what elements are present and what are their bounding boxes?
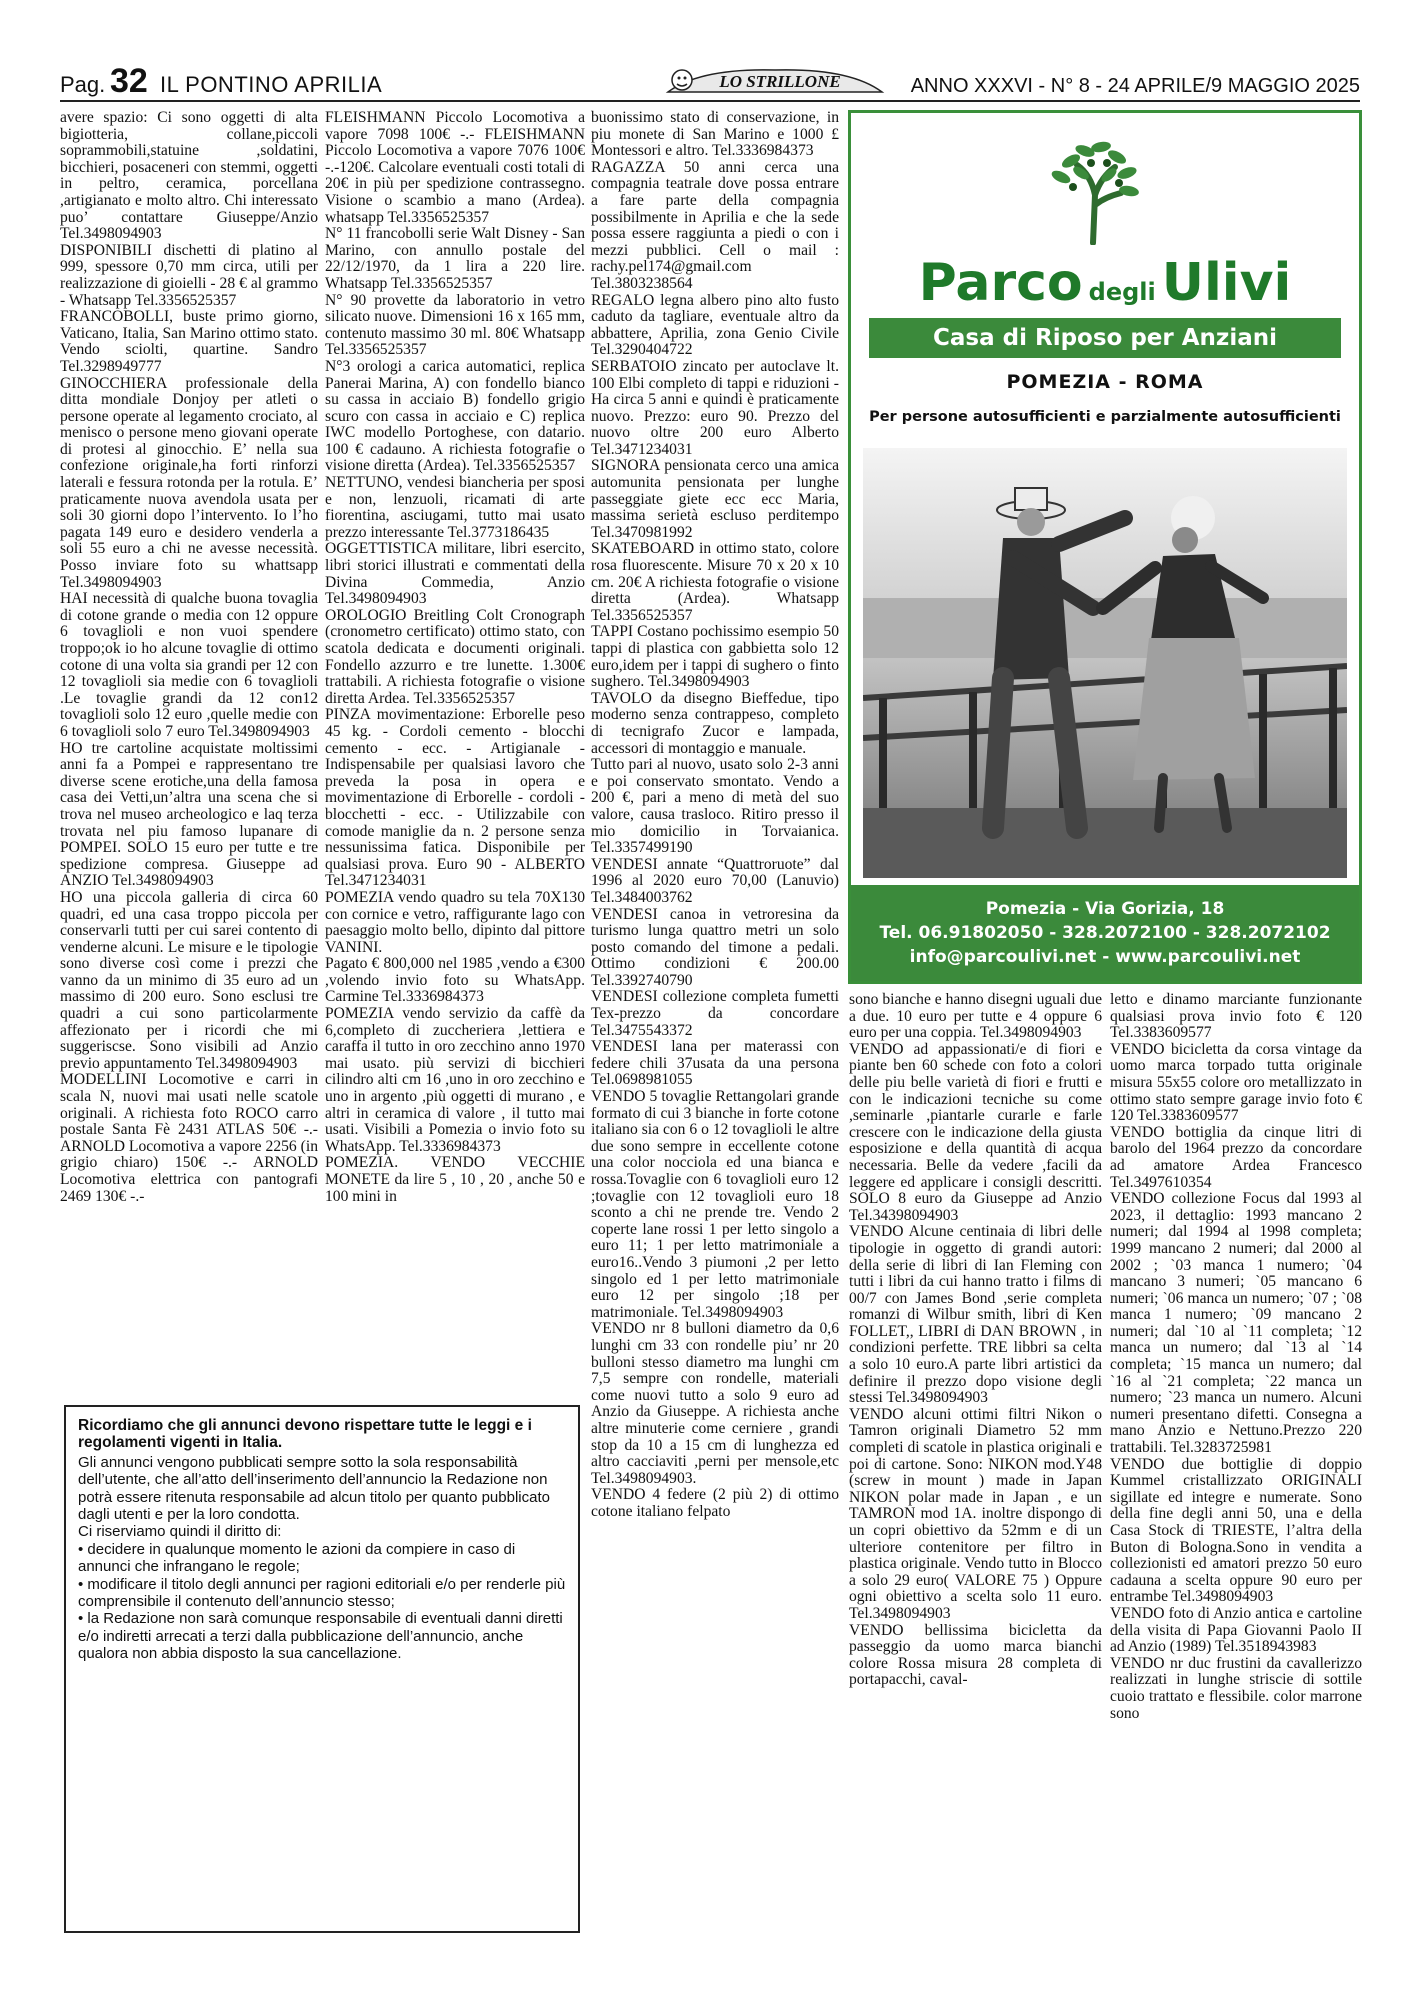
classified-ad: VENDO nr duc frustini da cavallerizzo realizzati in lunghe striscie di sottile cuoio trattato e flessibile. color marrone sono: [1110, 1654, 1362, 1722]
classified-ad: N° 11 francobolli serie Walt Disney - San Marino, con annullo postale del 22/12/1970, da 1 lira a 220 lire. Whatsapp Tel.3356525357: [325, 225, 585, 292]
classified-column-4: [849, 992, 1102, 1950]
notice-paragraph: Ci riserviamo quindi il diritto di:: [78, 1523, 282, 1541]
classified-ad: PINZA movimentazione: Erborelle peso 45 kg. - Cordoli cemento - blocchi cemento - ecc. - Artigianale - Indispensabile per qualsiasi lavoro che preveda la posa in opera e movimentazione di Erborelle - cordoli -blocchetti - ecc. - Utilizzabile con comode maniglie da n. 2 persone senza nessunissima fatica. Disponibile per qualsiasi prova. Euro 90 - ALBERTO Tel.3471234031: [325, 706, 585, 890]
classified-ad: TAPPI Costano pochissimo esempio 50 tappi di plastica con gabbietta solo 12 euro,idem per i tappi di sughero o finto sughero. Tel.3498094903: [591, 623, 839, 691]
classified-ad: Tutto pari al nuovo, usato solo 2-3 anni e poi conservato smontato. Vendo a 200 €, pari a meno di metà del suo valore, causa trasloco. Ritiro presso il mio domicilio in Torvaianica. Tel.3357499190: [591, 756, 839, 857]
ad-address: Pomezia - Via Gorizia, 18: [985, 899, 1225, 919]
classified-ad: HO tre cartoline acquistate moltissimi anni fa a Pompei e rappresentano tre diverse scene erotiche,una della famosa casa dei Vetti,un’altra una scena che si trova nel museo archeologico e laq terza trovata nel piu famoso lupanare di POMPEI. SOLO 15 euro per tutte e tre spedizione compresa. Giuseppe ad ANZIO Tel.3498094903: [60, 739, 318, 890]
classified-ad: VENDESI collezione completa fumetti Tex-prezzo da concordare Tel.3475543372: [591, 988, 839, 1039]
notice-bullet: • modificare il titolo degli annunci per ragioni editoriali e/o per renderle più comprensibile il contenuto dell’annuncio stesso;: [78, 1575, 566, 1611]
notice-bullet: • la Redazione non sarà comunque responsabile di eventuali danni diretti e/o indiretti arrecati a terzi dalla pubblicazione dell’annuncio, anche qualora non abbia disposto la sua cancellazione.: [78, 1610, 563, 1663]
parco-ulivi-advertisement: [848, 110, 1362, 984]
classified-column-1: [60, 110, 318, 1400]
brand-parco: Parco: [918, 253, 1083, 313]
classified-column-3: [591, 110, 839, 1950]
classified-ad: HAI necessità di qualche buona tovaglia di cotone grande o media con 12 oppure 6 tovaglioli e non vuoi spendere troppo;ok io ho alcune tovaglie di ottimo cotone di una volta sia grandi per 12 con 12 tovaglioli sia medie con 6 tovaglioli .Le tovaglie grandi da 12 con12 tovaglioli solo 12 euro ,quelle medie con 6 tovaglioli solo 7 euro Tel.3498094903: [60, 590, 318, 740]
classified-ad: OROLOGIO Breitling Colt Cronograph (cronometro certificato) ottimo stato, con scatola dedicata e documenti originali. Fondello azzurro e tre lunette. 1.300€ trattabili. A richiesta fotografie o visione diretta Ardea. Tel.3356525357: [325, 606, 585, 707]
classified-ad: TAVOLO da disegno Bieffedue, tipo moderno senza contrappeso, completo di tecnigrafo Zucor e lampada, accessori di montaggio e manuale.: [591, 689, 839, 757]
brand-degli: degli: [1088, 278, 1156, 306]
classified-ad: REGALO legna albero pino alto fusto caduto da tagliare, eventuale altro da abbattere, Aprilia, zona Genio Civile Tel.3290404722: [591, 291, 839, 359]
classified-ad: VENDO ad appassionati/e di fiori e piante ben 60 schede con foto a colori delle piu belle varietà di fiori e frutti e con le indicazioni tecniche su come ,seminarle ,piantarle curarle e farle crescere con le indicazione della giusta esposizione e della quantità di acqua necessaria. Belle da vedere ,facili da leggere ed applicare i consigli descritti. SOLO 8 euro da Giuseppe ad Anzio Tel.34398094903: [849, 1040, 1102, 1224]
classified-ad: VENDO alcuni ottimi filtri Nikon o Tamron originali Diametro 52 mm completi di scatole in plastica originali e poi di cartone. Sono: NIKON mod.Y48 (screw in mount ) made in Japan NIKON polar made in Japan , e un TAMRON mod 1A. inoltre dispongo di un copri obiettivo da 52mm e di un ulteriore contenitore per filtro in plastica originale. Vendo tutto in Blocco a solo 29 euro( VALORE 75 ) Oppure ogni obiettivo a scelta solo 11 euro. Tel.3498094903: [849, 1405, 1102, 1622]
strillone-logo: [660, 62, 890, 98]
notice-bullet: • decidere in qualunque momento le azioni da compiere in caso di annunci che infrangano le regole;: [78, 1540, 516, 1576]
classified-ad: VENDO 4 federe (2 più 2) di ottimo cotone italiano felpato: [591, 1486, 839, 1520]
classified-ad: POMEZIA vendo servizio da caffè da 6,completo di zuccheriera ,lettiera e caraffa il tutto in oro zecchino anno 1970 mai usato. più servizi di bicchieri cilindro alti cm 16 ,uno in oro zecchino e uno in argento ,più oggetti di murano , e altri in ceramica di valore , il tutto mai usati. Visibili a Pomezia o invio foto su WhatsApp. Tel.3336984373: [325, 1005, 585, 1155]
notice-title: Ricordiamo che gli annunci devono rispettare tutte le leggi e i regolamenti vigenti in Italia.: [78, 1417, 532, 1452]
classified-ad: VENDESI lana per materassi con federe chili 37usata da una persona Tel.0698981055: [591, 1038, 839, 1089]
page-label: Pag.: [60, 72, 106, 97]
classified-ad: GINOCCHIERA professionale della ditta mondiale Donjoy per atleti o persone operate al legamento crociato, al menisco o persone meno giovani operate di protesi al ginocchio. E’ nella sua confezione originale,ha forti rinforzi laterali e fessura rotonda per la rotula. E’ praticamente nuova avendola usata per soli 30 giorni dopo l’intervento. Io l’ho pagata 149 euro e desidero venderla a soli 55 euro a chi ne avesse necessità. Posso inviare foto su whattsapp Tel.3498094903: [60, 374, 318, 591]
classified-ad: VENDO bicicletta da corsa vintage da uomo marca torpado tutta originale misura 55x55 colore oro metallizzato in ottimo stato sempre garage invio foto € 120 Tel.3383609577: [1110, 1040, 1362, 1125]
classified-ad: FRANCOBOLLI, buste primo giorno, Vaticano, Italia, San Marino ottimo stato. Vendo sciolti, quartine. Sandro Tel.3298949777: [60, 308, 318, 375]
classified-ad: VENDO Alcune centinaia di libri delle tipologie in oggetto di grandi autori: della serie di libri di Ian Fleming con tutti i libri da cui hanno tratto i films di 00/7 con James Bond ,serie completa romanzi di Wilbur smith, libri di Ken FOLLET,, LIBRI di DAN BROWN , in condizioni perfette. TRE libbri sa celta a solo 10 euro.A parte libri artistici da definire il prezzo dopo visione degli stessi Tel.3498094903: [849, 1223, 1102, 1407]
classified-ad: SIGNORA pensionata cerco una amica automunita pensionata per lunghe passeggiate giete ecc ecc Maria, massima serietà escluso perditempo Tel.3470981992: [591, 457, 839, 541]
classified-ad: OGGETTISTICA militare, libri esercito, libri storici illustrati e commentati della Divina Commedia, Anzio Tel.3498094903: [325, 540, 585, 608]
classified-ad: VENDO nr 8 bulloni diametro da 0,6 lunghi cm 33 con rondelle piu’ nr 20 bulloni stesso diametro ma lunghi cm 7,5 sempre con rondelle, materiali come nuovi tutto a solo 9 euro ad Anzio da Giuseppe. A richiesta anche altre minuterie come cerniere , grandi stop da 10 a 15 cm di lunghezza ed altro cacciaviti ,perni per mensole,etc Tel.3498094903.: [591, 1320, 839, 1487]
classified-ad: sono bianche e hanno disegni uguali due a due. 10 euro per tutte e 4 oppure 6 euro per una coppia. Tel.3498094903: [849, 992, 1102, 1042]
rules-notice-box: [64, 1405, 580, 1933]
classified-ad: VENDO bottiglia da cinque litri di barolo del 1964 prezzo da concordare ad amatore Ardea Francesco Tel.3497610354: [1110, 1123, 1362, 1191]
classified-ad: VENDO foto di Anzio antica e cartoline della visita di Papa Giovanni Paolo II ad Anzio (1989) Tel.3518943983: [1110, 1604, 1362, 1656]
classified-ad: FLEISHMANN Piccolo Locomotiva a vapore 7098 100€ -.- FLEISHMANN Piccolo Locomotiva a vapore 7076 100€ -.-120€. Calcolare eventuali costi totali di 20€ in più per spedizione contrassegno. Visione o scambio a mano (Ardea). whatsapp Tel.3356525357: [325, 110, 585, 226]
classified-ad: VENDESI canoa in vetroresina da turismo lunga quattro metri un solo posto comando del timone a pedali. Ottimo condizioni € 200.00 Tel.3392740790: [591, 905, 839, 989]
classified-ad: VENDESI annate “Quattroruote” dal 1996 al 2020 euro 70,00 (Lanuvio) Tel.3484003762: [591, 855, 839, 906]
ad-contact-band: [851, 885, 1359, 981]
classified-ad: NETTUNO, vendesi biancheria per sposi e non, lenzuoli, ricamati di arte fiorentina, asciugami, tutto mai usato prezzo interessante Tel.3773186435: [325, 474, 585, 541]
ad-web: info@parcoulivi.net - www.parcoulivi.net: [909, 947, 1301, 967]
dancing-elderly-couple-photo: [863, 448, 1347, 878]
classified-ad: N°3 orologi a carica automatici, replica Panerai Marina, A) con fondello bianco su cassa in acciaio B) fondello grigio scuro con cassa in acciaio e C) replica IWC modello Portoghese, con datario. 100 € cadauno. A richiesta fotografie o visione diretta (Ardea). Tel.3356525357: [325, 357, 585, 475]
ad-location: POMEZIA - ROMA: [1006, 371, 1204, 393]
classified-ad: Pagato € 800,000 nel 1985 ,vendo a €300 ,volendo invio foto su WhatsApp. Carmine Tel.3336984373: [325, 955, 585, 1006]
classified-ad: VENDO bellissima bicicletta da passeggio da uomo marca bianchi colore Rossa misura 28 completa di portapacchi, caval-: [849, 1621, 1102, 1689]
classified-ad: VENDO 5 tovaglie Rettangolari grande formato di cui 3 bianche in forte cotone italiano sia con 6 o 12 tovaglioli le altre due sono sempre in eccellente cotone una color nocciola ed una bianca e rossa.Tovaglie con 6 tovaglioli euro 12 ;tovaglie con 12 tovaglioli euro 18 sconto a chi ne prende tre. Vendo 2 coperte lane rossi 1 per letto singolo a euro 11; 1 per letto matrimoniale a euro16..Vendo 3 piumoni ,2 per letto singolo ed 1 per letto matrimoniale euro 12 per singolo ;18 per matrimoniale. Tel.3498094903: [591, 1088, 839, 1321]
classified-ad: VENDO due bottiglie di doppio Kummel cristallizzato ORIGINALI sigillate ed integre e numerate. Sono della fine degli anni 50, una e della Casa Stock di TRIESTE, l’altra della Buton di Bologna.Sono in vendita a collezionisti ed amatori prezzo 50 euro cadauna a scelta oppure 90 euro per entrambe Tel.3498094903: [1110, 1455, 1362, 1606]
classified-column-5: [1110, 992, 1362, 1950]
classified-ad: avere spazio: Ci sono oggetti di alta bigiotteria, collane,piccoli soprammobili,statuine ,soldatini, bicchieri, posaceneri con stemmi, oggetti in peltro, ceramica, porcellana ,artigianato e molto altro. Chi interessato puo’ contattare Giuseppe/Anzio Tel.3498094903: [60, 110, 318, 243]
classified-ad: MODELLINI Locomotive e carri in scala N, nuovi mai usati nelle scatole originali. A richiesta foto ROCO carro postale Santa Fè 2431 ATLAS 50€ -.- ARNOLD Locomotiva a vapore 2256 (in grigio chiaro) 150€ -.- ARNOLD Locomotiva elettrica con pantografi 2469 130€ -.-: [60, 1071, 318, 1205]
classified-ad: POMEZIA vendo quadro su tela 70X130 con cornice e vetro, raffigurante lago con paesaggio molto bello, dipinto dal pittore VANINI.: [325, 888, 585, 956]
classified-ad: VENDO collezione Focus dal 1993 al 2023, il dettaglio: 1993 mancano 2 numeri; dal 1994 al 1998 completa; 1999 mancano 2 numeri; dal 2000 al 2002 ; `03 manca 1 numero; `04 mancano 3 numeri; `05 mancano 6 numeri; `06 manca un numero; `07 ; `08 manca 1 numero; `09 mancano 2 numeri; dal `10 al `11 completa; `12 manca un numero; dal `13 al `14 completa; `15 manca un numero; dal `16 al `21 completa; `22 manca un numero; `23 manca un numero. Alcuni numeri presentano difetti. Consegna a mano Anzio e Nettuno.Prezzo 220 trattabili. Tel.3283725981: [1110, 1190, 1362, 1457]
classified-ad: SERBATOIO zincato per autoclave lt. 100 Elbi completo di tappi e riduzioni - Ha circa 5 anni e quindi è praticamente nuovo. Prezzo: euro 90. Prezzo del nuovo oltre 200 euro Alberto Tel.3471234031: [591, 357, 839, 458]
ad-tagline: Per persone autosufficienti e parzialmente autosufficienti: [869, 409, 1341, 425]
logo-text: LO STRILLONE: [719, 72, 841, 91]
page-header: [60, 62, 1360, 102]
olive-tree-icon: [1041, 135, 1151, 245]
classified-ad: buonissimo stato di conservazione, in piu monete di San Marino e 1000 £ Montessori e altro. Tel.3336984373: [591, 110, 839, 160]
notice-paragraph: Gli annunci vengono pubblicati sempre sotto la sola responsabilità dell’utente, che all’atto dell’inserimento dell’annuncio la Redazione non potrà essere ritenuta responsabile ad alcun titolo per quanto pubblicato dagli utenti e per la loro condotta.: [78, 1453, 550, 1524]
ad-subtitle: Casa di Riposo per Anziani: [869, 318, 1341, 358]
classified-ad: SKATEBOARD in ottimo stato, colore rosa fluorescente. Misure 70 x 20 x 10 cm. 20€ A richiesta fotografie o visione diretta (Ardea). Whatsapp Tel.3356525357: [591, 540, 839, 624]
classified-column-2: [325, 110, 585, 1400]
brand-ulivi: Ulivi: [1161, 253, 1292, 313]
ad-phones: Tel. 06.91802050 - 328.2072100 - 328.2072102: [879, 923, 1331, 943]
classified-ad: DISPONIBILI dischetti di platino al 999, spessore 0,70 mm circa, utili per realizzazione di gioielli - 28 € al grammo - Whatsapp Tel.3356525357: [60, 241, 318, 309]
classified-ad: POMEZIA. VENDO VECCHIE MONETE da lire 5 , 10 , 20 , anche 50 e 100 mini in: [325, 1154, 585, 1205]
ad-brand-name: [851, 253, 1359, 313]
classified-ad: N° 90 provette da laboratorio in vetro silicato nuove. Dimensioni 16 x 165 mm, contenuto massimo 30 ml. 80€ Whatsapp Tel.3356525357: [325, 291, 585, 359]
classified-ad: RAGAZZA 50 anni cerca una compagnia teatrale dove possa entrare a fare parte della compagnia possibilmente in Aprilia e che la sede possa essere raggiunta a piedi o con i mezzi pubblici. Cell o mail : rachy.pel174@gmail.com Tel.3803238564: [591, 158, 839, 292]
publication-name: IL PONTINO APRILIA: [160, 72, 383, 97]
classified-ad: letto e dinamo marciante funzionante qualsiasi prova invio foto € 120 Tel.3383609577: [1110, 992, 1362, 1042]
page-number: 32: [110, 62, 148, 100]
issue-info: ANNO XXXVI - N° 8 - 24 APRILE/9 MAGGIO 2025: [910, 75, 1360, 97]
classified-ad: HO una piccola galleria di circa 60 quadri, ed una casa troppo piccola per conservarli tutti per cui sarei contento di venderne alcuni. Le misure e le tipologie sono diverse così come i prezzi che vanno da un minimo di 35 euro ad un massimo di 200 euro. Sono esclusi tre quadri a cui sono particolarmente affezionato per i ricordi che mi suggeriscse. Sono visibili ad Anzio previo appuntamento Tel.3498094903: [60, 888, 318, 1072]
